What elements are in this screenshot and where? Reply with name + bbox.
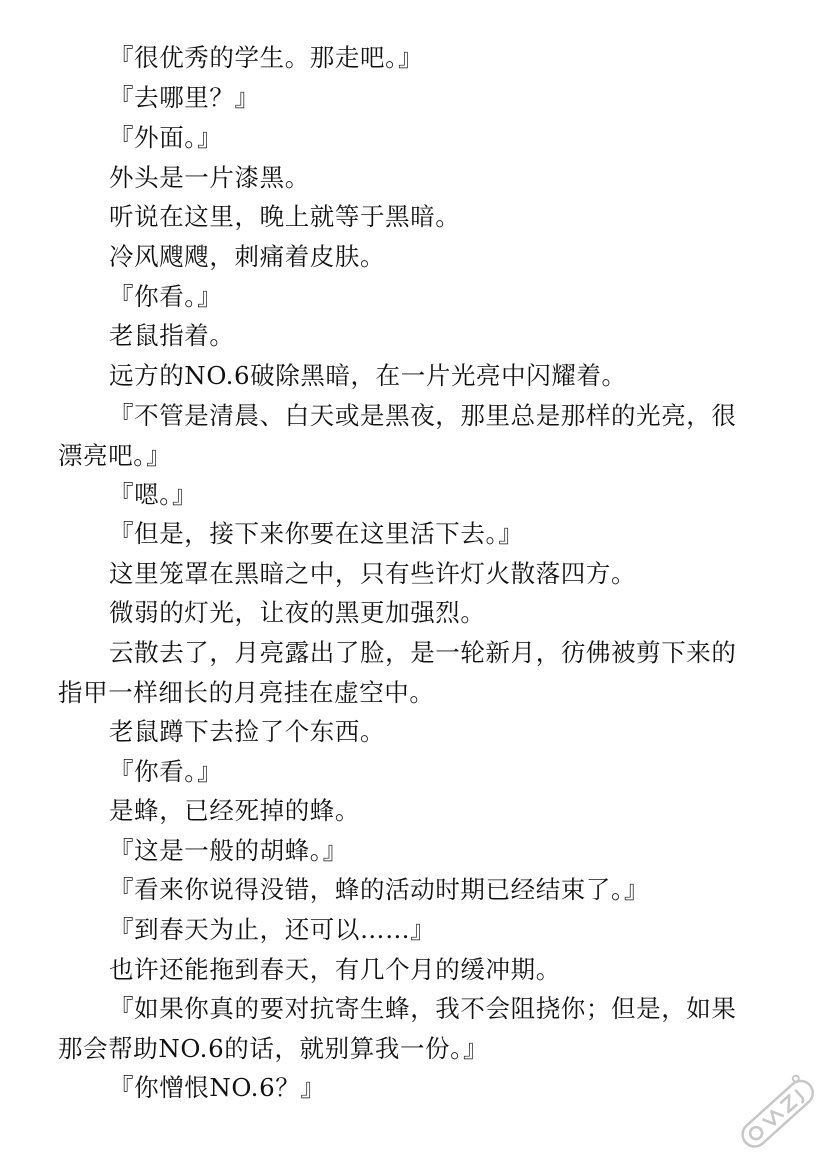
paragraph: 冷风飕飕，刺痛着皮肤。 — [109, 242, 386, 271]
paragraph: 云散去了，月亮露出了脸，是一轮新月，彷佛被剪下来的指甲一样细长的月亮挂在虚空中。 — [58, 638, 737, 707]
paragraph: 『但是，接下来你要在这里活下去。』 — [109, 519, 524, 548]
paragraph: 『外面。』 — [109, 123, 223, 152]
paragraph: 外头是一片漆黑。 — [109, 163, 310, 192]
paragraph: 是蜂，已经死掉的蜂。 — [109, 796, 360, 825]
paragraph: 『这是一般的胡蜂。』 — [109, 836, 348, 865]
paragraph: 『去哪里？』 — [109, 83, 260, 112]
paragraph: 听说在这里，晚上就等于黑暗。 — [109, 202, 461, 231]
paragraph: 『你看。』 — [109, 282, 223, 311]
paragraph: 『看来你说得没错，蜂的活动时期已经结束了。』 — [109, 875, 649, 904]
watermark — [722, 1058, 826, 1168]
paragraph: 『嗯。』 — [109, 480, 198, 509]
paragraph: 『到春天为止，还可以……』 — [109, 915, 436, 944]
paragraph: 『你憎恨NO.6？』 — [109, 1073, 326, 1102]
dmzj-logo-icon — [722, 1058, 826, 1168]
paragraph: 远方的NO.6破除黑暗，在一片光亮中闪耀着。 — [109, 361, 627, 390]
paragraph: 『不管是清晨、白天或是黑夜，那里总是那样的光亮，很漂亮吧。』 — [58, 401, 737, 470]
paragraph: 这里笼罩在黑暗之中，只有些许灯火散落四方。 — [109, 559, 637, 588]
paragraph: 微弱的灯光，让夜的黑更加强烈。 — [109, 598, 486, 627]
paragraph: 『如果你真的要对抗寄生蜂，我不会阻挠你；但是，如果那会帮助NO.6的话，就别算我一份。』 — [58, 994, 737, 1063]
paragraph: 也许还能拖到春天，有几个月的缓冲期。 — [109, 955, 561, 984]
paragraph: 老鼠蹲下去捡了个东西。 — [109, 717, 386, 746]
paragraph: 『你看。』 — [109, 757, 223, 786]
paragraph: 『很优秀的学生。那走吧。』 — [109, 43, 424, 72]
paragraph: 老鼠指着。 — [109, 321, 235, 350]
